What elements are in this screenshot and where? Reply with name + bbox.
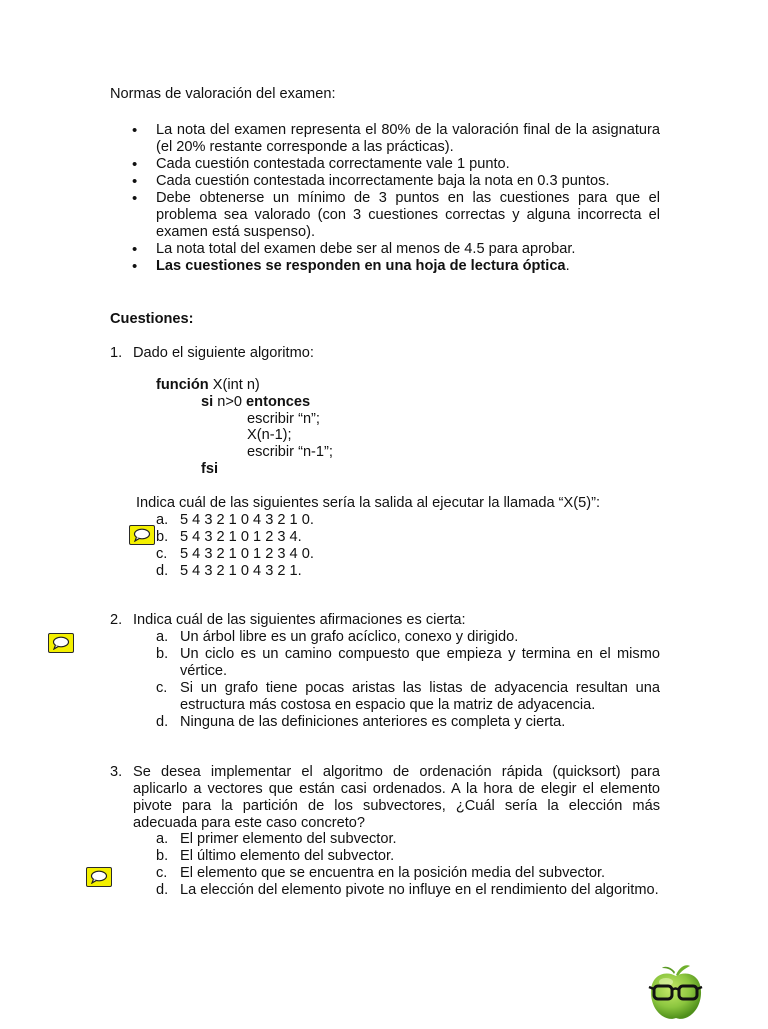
rule-item: • La nota del examen representa el 80% de la valoración final de la asignatura (el 20% restante corresponde a las prácticas).	[132, 122, 660, 156]
question-text: Se desea implementar el algoritmo de ordenación rápida (quicksort) para aplicarlo a vectores que están casi ordenados. A la hora de elegir el elemento pivote para la partición de los subvectores, ¿Cuál sería la elección más adecuada para este caso concreto?	[133, 764, 660, 831]
question-text: Dado el siguiente algoritmo:	[133, 345, 314, 361]
comment-note-icon[interactable]	[129, 525, 155, 545]
option-text: 5 4 3 2 1 0 4 3 2 1 0.	[180, 512, 314, 528]
keyword-funcion: función	[156, 377, 209, 393]
question-number: 1.	[110, 345, 123, 361]
option-d[interactable]	[156, 882, 660, 899]
option-letter: b.	[156, 848, 169, 864]
rule-item: • La nota total del examen debe ser al menos de 4.5 para aprobar.	[132, 241, 660, 258]
option-letter: a.	[156, 831, 169, 847]
option-letter: a.	[156, 512, 169, 528]
rule-item: • Debe obtenerse un mínimo de 3 puntos en las cuestiones para que el problema sea valorado (con 3 cuestiones correctas y alguna incorrecta el examen está suspenso).	[132, 190, 660, 241]
rule-bold-suffix: .	[565, 258, 570, 274]
option-c[interactable]	[156, 865, 660, 882]
option-c[interactable]	[156, 546, 660, 563]
keyword-entonces: entonces	[246, 394, 311, 410]
option-a[interactable]	[156, 629, 660, 646]
option-d[interactable]	[156, 563, 660, 580]
question-2-options	[156, 629, 660, 731]
option-c[interactable]	[156, 680, 660, 714]
rule-item	[132, 258, 660, 275]
option-letter: d.	[156, 563, 169, 579]
rule-bold-text: Las cuestiones se responden en una hoja de lectura óptica	[156, 258, 566, 274]
code-line-5: escribir “n-1”;	[247, 444, 333, 460]
code-signature: X(int n)	[208, 377, 260, 393]
code-line-1	[156, 377, 260, 394]
keyword-si: si	[201, 394, 214, 410]
question-1-options	[156, 512, 660, 580]
code-line-3: escribir “n”;	[247, 411, 320, 427]
option-letter: c.	[156, 865, 168, 881]
option-d[interactable]	[156, 714, 660, 731]
option-letter: d.	[156, 714, 169, 730]
option-b[interactable]	[156, 646, 660, 680]
question-number: 2.	[110, 612, 123, 628]
question-1-prompt: Indica cuál de las siguientes sería la salida al ejecutar la llamada “X(5)”:	[136, 495, 600, 511]
code-condition: n>0	[213, 394, 247, 410]
comment-note-icon[interactable]	[86, 867, 112, 887]
option-text: Un árbol libre es un grafo acíclico, conexo y dirigido.	[180, 629, 519, 645]
option-a[interactable]	[156, 512, 660, 529]
option-text: Ninguna de las definiciones anteriores es completa y cierta.	[180, 714, 566, 730]
rule-item: • Cada cuestión contestada correctamente vale 1 punto.	[132, 156, 660, 173]
grading-rules-list	[132, 122, 660, 275]
question-3-options	[156, 831, 660, 899]
option-letter: a.	[156, 629, 169, 645]
option-text: La elección del elemento pivote no influye en el rendimiento del algoritmo.	[180, 882, 659, 898]
option-text: El último elemento del subvector.	[180, 848, 395, 864]
option-text: El primer elemento del subvector.	[180, 831, 397, 847]
option-text: El elemento que se encuentra en la posición media del subvector.	[180, 865, 606, 881]
apple-with-glasses-logo	[644, 960, 708, 1029]
option-b[interactable]	[156, 848, 660, 865]
question-number: 3.	[110, 764, 123, 780]
question-1	[110, 345, 660, 362]
grading-rules-heading: Normas de valoración del examen:	[110, 86, 336, 102]
option-text: 5 4 3 2 1 0 1 2 3 4.	[180, 529, 302, 545]
question-2	[110, 612, 660, 629]
option-letter: d.	[156, 882, 169, 898]
option-text: 5 4 3 2 1 0 4 3 2 1.	[180, 563, 302, 579]
code-line-2	[201, 394, 310, 411]
option-text: Si un grafo tiene pocas aristas las listas de adyacencia resultan una estructura más costosa en espacio que la matriz de adyacencia.	[180, 680, 660, 713]
code-line-4: X(n-1);	[247, 427, 292, 443]
comment-note-icon[interactable]	[48, 633, 74, 653]
option-text: Un ciclo es un camino compuesto que empieza y termina en el mismo vértice.	[180, 646, 660, 679]
option-b[interactable]	[156, 529, 660, 546]
option-letter: c.	[156, 680, 168, 696]
question-3	[110, 764, 660, 832]
option-letter: b.	[156, 646, 169, 662]
option-text: 5 4 3 2 1 0 1 2 3 4 0.	[180, 546, 314, 562]
option-letter: c.	[156, 546, 168, 562]
section-title: Cuestiones:	[110, 311, 194, 327]
keyword-fsi: fsi	[201, 461, 219, 477]
option-a[interactable]	[156, 831, 660, 848]
option-letter: b.	[156, 529, 169, 545]
question-text: Indica cuál de las siguientes afirmaciones es cierta:	[133, 612, 466, 628]
rule-item: • Cada cuestión contestada incorrectamente baja la nota en 0.3 puntos.	[132, 173, 660, 190]
